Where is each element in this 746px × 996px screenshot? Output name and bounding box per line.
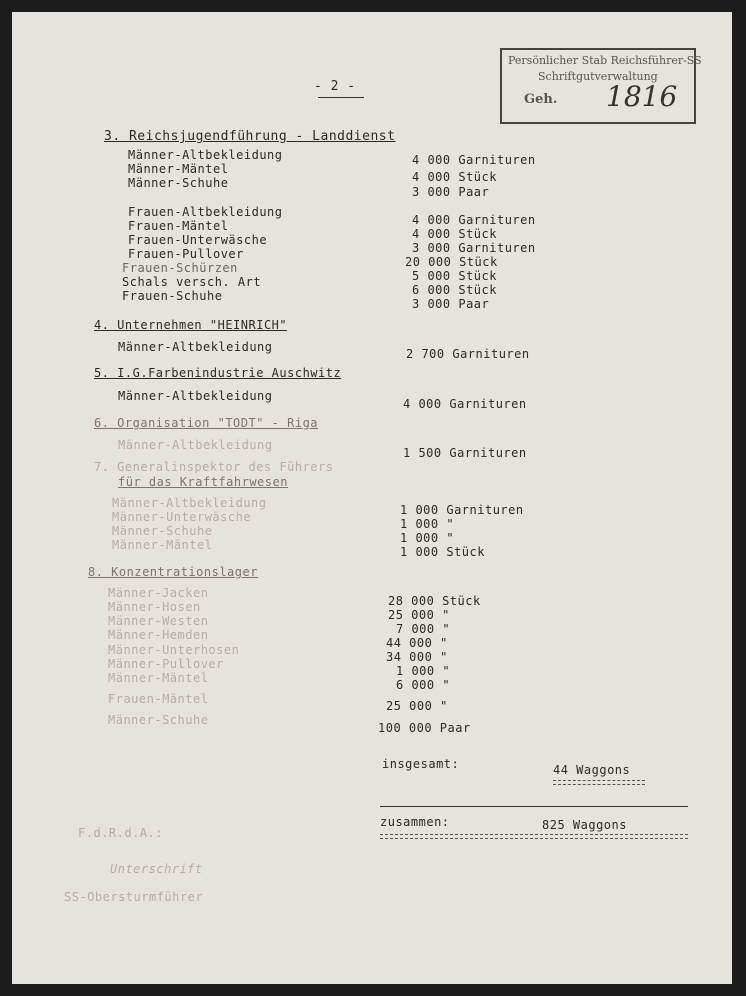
section-8-heading <box>88 565 258 579</box>
total-value: 44 Waggons <box>553 763 631 777</box>
section-7-heading-2 <box>118 475 288 489</box>
section-3-heading <box>104 130 395 144</box>
s6-item: Männer-Altbekleidung <box>118 438 273 452</box>
s8-item: Männer-Schuhe <box>108 713 209 727</box>
page-number: - 2 - <box>314 79 356 94</box>
stamp-line2: Schriftgutverwaltung <box>538 70 658 83</box>
section-4-heading <box>94 318 287 332</box>
s8-qty: 25 000 " <box>386 699 448 713</box>
s3-item: Frauen-Pullover <box>128 247 244 261</box>
s3-item: Männer-Mäntel <box>128 162 229 176</box>
s3-qty: 3 000 Paar <box>412 185 490 199</box>
s8-item: Frauen-Mäntel <box>108 692 209 706</box>
s3-item: Schals versch. Art <box>122 275 262 289</box>
s7-qty: 1 000 Stück <box>400 545 485 559</box>
s7-qty: 1 000 Garnituren <box>400 503 524 517</box>
s8-item: Männer-Pullover <box>108 657 224 671</box>
grand-total-value: 825 Waggons <box>542 818 627 832</box>
section-7-heading-1: 7. Generalinspektor des Führers <box>94 460 334 474</box>
s7-item: Männer-Schuhe <box>112 524 213 538</box>
s3-item: Frauen-Schuhe <box>122 289 223 303</box>
s8-item: Männer-Hemden <box>108 628 209 642</box>
section-6-heading-text: 6. Organisation "TODT" - Riga <box>94 416 319 430</box>
s3-item: Frauen-Schürzen <box>122 261 238 275</box>
section-5-heading-text: 5. I.G.Farbenindustrie Auschwitz <box>94 366 342 380</box>
s3-item: Frauen-Mäntel <box>128 219 229 233</box>
s8-qty: 1 000 " <box>396 664 451 678</box>
grand-total-double-underline <box>380 834 688 839</box>
s3-qty: 4 000 Garnituren <box>412 153 536 167</box>
page-number-underline <box>318 97 364 98</box>
section-6-heading <box>94 416 318 430</box>
s7-item: Männer-Unterwäsche <box>112 510 252 524</box>
section-4-heading-text: 4. Unternehmen "HEINRICH" <box>94 318 288 332</box>
section-3-heading-text: 3. Reichsjugendführung - Landdienst <box>104 129 396 144</box>
s7-qty: 1 000 " <box>400 517 455 531</box>
s3-item: Männer-Altbekleidung <box>128 148 283 162</box>
s3-qty: 5 000 Stück <box>412 269 497 283</box>
grand-total-label: zusammen: <box>380 815 450 829</box>
signature-fdr: F.d.R.d.A.: <box>78 826 163 840</box>
s3-item: Männer-Schuhe <box>128 176 229 190</box>
signature-handwritten: Unterschrift <box>110 862 203 876</box>
section-5-heading <box>94 366 341 380</box>
s8-qty: 100 000 Paar <box>378 721 471 735</box>
s4-qty: 2 700 Garnituren <box>406 347 530 361</box>
s8-qty: 25 000 " <box>388 608 450 622</box>
s3-qty: 4 000 Garnituren <box>412 213 536 227</box>
s8-item: Männer-Westen <box>108 614 209 628</box>
s5-qty: 4 000 Garnituren <box>403 397 527 411</box>
s8-qty: 28 000 Stück <box>388 594 481 608</box>
s8-item: Männer-Mäntel <box>108 671 209 685</box>
s8-item: Männer-Unterhosen <box>108 643 240 657</box>
s6-qty: 1 500 Garnituren <box>403 446 527 460</box>
s4-item: Männer-Altbekleidung <box>118 340 273 354</box>
s3-qty: 4 000 Stück <box>412 227 497 241</box>
s3-item: Frauen-Unterwäsche <box>128 233 268 247</box>
s5-item: Männer-Altbekleidung <box>118 389 273 403</box>
s8-item: Männer-Hosen <box>108 600 201 614</box>
s7-item: Männer-Mäntel <box>112 538 213 552</box>
sum-line <box>380 806 688 807</box>
stamp-geh: Geh. <box>524 92 558 107</box>
archive-stamp <box>500 48 702 124</box>
s7-qty: 1 000 " <box>400 531 455 545</box>
s8-qty: 7 000 " <box>396 622 451 636</box>
total-label: insgesamt: <box>382 757 460 771</box>
section-7-heading-2-text: für das Kraftfahrwesen <box>118 475 288 489</box>
stamp-line1: Persönlicher Stab Reichsführer-SS <box>508 54 702 67</box>
s8-qty: 34 000 " <box>386 650 448 664</box>
s3-qty: 3 000 Paar <box>412 297 490 311</box>
s3-qty: 4 000 Stück <box>412 170 497 184</box>
s8-qty: 6 000 " <box>396 678 451 692</box>
stamp-number: 1816 <box>606 80 678 113</box>
s3-item: Frauen-Altbekleidung <box>128 205 283 219</box>
total-double-underline <box>553 780 645 785</box>
s3-qty: 20 000 Stück <box>405 255 498 269</box>
s3-qty: 6 000 Stück <box>412 283 497 297</box>
s7-item: Männer-Altbekleidung <box>112 496 267 510</box>
s8-item: Männer-Jacken <box>108 586 209 600</box>
signature-rank: SS-Obersturmführer <box>64 890 204 904</box>
s8-qty: 44 000 " <box>386 636 448 650</box>
section-8-heading-text: 8. Konzentrationslager <box>88 565 258 579</box>
s3-qty: 3 000 Garnituren <box>412 241 536 255</box>
